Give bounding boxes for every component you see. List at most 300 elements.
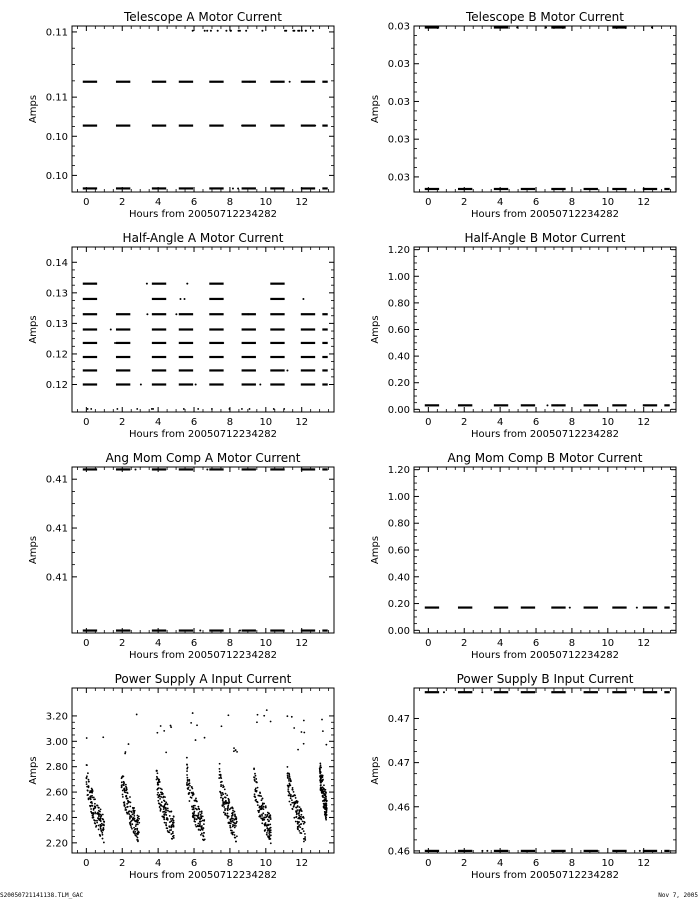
data-point <box>101 825 103 827</box>
data-point <box>283 408 285 410</box>
data-point <box>325 794 327 796</box>
y-tick-label: 2.40 <box>45 812 68 824</box>
data-point <box>323 807 325 809</box>
data-point <box>167 830 169 832</box>
data-point <box>165 810 167 812</box>
data-point <box>320 785 322 787</box>
data-point <box>304 836 306 838</box>
x-tick-label: 0 <box>83 417 90 428</box>
data-point <box>129 796 131 798</box>
data-point <box>124 792 126 794</box>
data-point <box>128 81 130 83</box>
data-point <box>219 763 221 765</box>
data-point <box>171 820 173 822</box>
y-tick-label: 0.13 <box>45 318 68 330</box>
data-point <box>103 821 105 823</box>
data-point <box>130 825 132 827</box>
data-point <box>159 798 161 800</box>
data-point <box>161 796 163 798</box>
data-point <box>158 778 160 780</box>
data-point <box>297 805 299 807</box>
data-point <box>156 732 158 734</box>
data-point <box>287 776 289 778</box>
data-point <box>179 329 181 331</box>
data-point <box>187 787 189 789</box>
data-point <box>172 824 174 826</box>
data-point <box>196 809 198 811</box>
data-point <box>284 30 286 32</box>
data-point <box>157 796 159 798</box>
data-point <box>319 763 321 765</box>
data-point <box>123 783 125 785</box>
data-point <box>127 806 129 808</box>
data-point <box>159 806 161 808</box>
data-point <box>203 819 205 821</box>
data-point <box>223 806 225 808</box>
data-point <box>133 815 135 817</box>
data-point <box>99 811 101 813</box>
plot-frame <box>72 26 334 192</box>
y-tick-label: 0.41 <box>45 474 68 486</box>
data-point <box>222 342 224 344</box>
x-axis-label: Hours from 20050712234282 <box>471 650 619 661</box>
data-point <box>160 808 162 810</box>
data-point <box>290 804 292 806</box>
data-point <box>224 814 226 816</box>
x-tick-label: 2 <box>461 197 468 208</box>
data-point <box>165 822 167 824</box>
x-tick-label: 0 <box>425 417 432 428</box>
data-point <box>94 822 96 824</box>
data-point <box>245 30 247 32</box>
data-point <box>201 811 203 813</box>
data-point <box>264 814 266 816</box>
data-point <box>253 767 255 769</box>
x-tick-label: 0 <box>83 638 90 649</box>
data-point <box>259 806 261 808</box>
data-point <box>199 825 201 827</box>
data-point <box>292 30 294 32</box>
data-point <box>189 789 191 791</box>
y-tick-label: 0.47 <box>387 758 410 770</box>
data-point <box>88 797 90 799</box>
data-point <box>220 784 222 786</box>
data-point <box>102 814 104 816</box>
data-point <box>241 125 243 127</box>
data-point <box>196 818 198 820</box>
data-point <box>221 725 223 727</box>
data-point <box>237 187 239 189</box>
data-point <box>325 789 327 791</box>
data-point <box>323 805 325 807</box>
data-point <box>302 298 304 300</box>
data-point <box>102 838 104 840</box>
data-point <box>292 787 294 789</box>
data-point <box>186 764 188 766</box>
data-point <box>128 802 130 804</box>
data-point <box>136 714 138 716</box>
data-point <box>545 27 547 29</box>
data-point <box>247 313 249 315</box>
data-point <box>230 823 232 825</box>
x-axis-label: Hours from 20050712234282 <box>471 209 619 220</box>
x-tick-label: 8 <box>226 638 234 649</box>
data-point <box>157 794 159 796</box>
data-point <box>199 630 201 632</box>
x-tick-label: 8 <box>568 858 576 869</box>
data-point <box>302 817 304 819</box>
data-point <box>191 806 193 808</box>
chart-panel-2 <box>28 231 334 440</box>
data-point <box>503 188 505 190</box>
data-point <box>239 30 241 32</box>
data-point <box>220 791 222 793</box>
data-point <box>160 725 162 727</box>
x-tick-label: 10 <box>601 858 615 869</box>
data-point <box>198 808 200 810</box>
data-point <box>296 813 298 815</box>
y-tick-label: 1.20 <box>387 465 410 477</box>
data-series <box>83 283 328 410</box>
data-point <box>132 819 134 821</box>
x-tick-label: 10 <box>259 417 273 428</box>
data-point <box>91 805 93 807</box>
data-point <box>203 823 205 825</box>
data-point <box>269 830 271 832</box>
data-point <box>163 796 165 798</box>
chart-title: Ang Mom Comp B Motor Current <box>447 451 643 465</box>
data-point <box>146 283 148 285</box>
data-point <box>166 817 168 819</box>
y-axis-label: Amps <box>28 535 39 565</box>
data-point <box>200 820 202 822</box>
data-point <box>86 737 88 739</box>
data-point <box>257 787 259 789</box>
data-point <box>263 817 265 819</box>
data-point <box>133 827 135 829</box>
data-point <box>241 408 243 410</box>
data-point <box>132 813 134 815</box>
x-tick-label: 4 <box>496 638 504 649</box>
data-series <box>83 30 328 190</box>
data-point <box>303 823 305 825</box>
x-tick-label: 10 <box>601 417 615 428</box>
data-point <box>322 730 324 732</box>
data-point <box>319 772 321 774</box>
data-point <box>298 830 300 832</box>
data-point <box>173 822 175 824</box>
data-point <box>190 722 192 724</box>
x-tick-label: 0 <box>425 858 432 869</box>
data-point <box>201 825 203 827</box>
data-point <box>133 807 135 809</box>
data-point <box>168 825 170 827</box>
data-point <box>194 805 196 807</box>
data-point <box>203 839 205 841</box>
data-point <box>161 801 163 803</box>
data-point <box>481 850 483 852</box>
data-point <box>249 408 251 410</box>
y-tick-label: 0.60 <box>387 325 410 336</box>
data-point <box>325 816 327 818</box>
data-point <box>129 815 131 817</box>
data-point <box>225 800 227 802</box>
data-point <box>231 812 233 814</box>
data-point <box>302 820 304 822</box>
x-tick-label: 2 <box>461 417 468 428</box>
data-point <box>134 829 136 831</box>
data-point <box>135 835 137 837</box>
y-tick-label: 0.03 <box>387 96 410 108</box>
data-point <box>86 764 88 766</box>
y-tick-label: 0.14 <box>45 257 68 269</box>
data-point <box>288 773 290 775</box>
data-point <box>262 812 264 814</box>
data-point <box>195 824 197 826</box>
data-point <box>291 799 293 801</box>
x-tick-label: 12 <box>637 417 651 428</box>
data-point <box>197 408 199 410</box>
data-point <box>161 805 163 807</box>
x-tick-label: 6 <box>190 638 198 649</box>
data-point <box>92 815 94 817</box>
data-point <box>326 800 328 802</box>
data-point <box>135 468 137 470</box>
data-point <box>136 822 138 824</box>
data-point <box>289 784 291 786</box>
data-point <box>206 30 208 32</box>
x-tick-label: 0 <box>425 197 432 208</box>
data-point <box>227 807 229 809</box>
data-point <box>569 607 571 609</box>
data-point <box>91 792 93 794</box>
data-point <box>133 832 135 834</box>
data-point <box>101 830 103 832</box>
data-point <box>232 187 234 189</box>
data-point <box>320 778 322 780</box>
x-axis-label: Hours from 20050712234282 <box>471 870 619 881</box>
data-point <box>167 810 169 812</box>
y-tick-label: 2.20 <box>45 838 68 850</box>
data-point <box>187 766 189 768</box>
data-point <box>220 794 222 796</box>
data-point <box>267 824 269 826</box>
data-point <box>224 796 226 798</box>
y-axis-label: Amps <box>28 94 39 124</box>
data-point <box>116 408 118 410</box>
data-point <box>295 821 297 823</box>
data-point <box>93 798 95 800</box>
x-tick-label: 4 <box>154 417 162 428</box>
data-point <box>223 786 225 788</box>
data-point <box>137 817 139 819</box>
data-point <box>195 384 197 386</box>
data-point <box>268 838 270 840</box>
data-point <box>91 797 93 799</box>
data-point <box>300 832 302 834</box>
x-tick-label: 4 <box>154 858 162 869</box>
data-point <box>186 757 188 759</box>
data-point <box>159 781 161 783</box>
data-point <box>170 826 172 828</box>
data-point <box>94 803 96 805</box>
y-tick-label: 0.40 <box>387 351 410 363</box>
data-point <box>88 779 90 781</box>
y-tick-label: 0.12 <box>45 380 68 391</box>
data-point <box>135 825 137 827</box>
data-point <box>135 821 137 823</box>
data-point <box>146 313 148 315</box>
data-point <box>165 824 167 826</box>
data-point <box>97 817 99 819</box>
y-axis-label: Amps <box>370 535 381 565</box>
data-point <box>261 798 263 800</box>
data-point <box>159 803 161 805</box>
data-point <box>137 833 139 835</box>
data-point <box>131 823 133 825</box>
x-tick-label: 4 <box>496 417 504 428</box>
y-tick-label: 0.11 <box>45 92 68 104</box>
data-point <box>303 732 305 734</box>
chart-title: Power Supply A Input Current <box>114 672 292 686</box>
y-tick-label: 0.00 <box>387 625 410 637</box>
data-point <box>167 803 169 805</box>
data-point <box>319 769 321 771</box>
data-point <box>94 805 96 807</box>
data-point <box>303 841 305 843</box>
data-point <box>314 125 316 127</box>
data-point <box>269 815 271 817</box>
data-point <box>165 802 167 804</box>
data-point <box>94 813 96 815</box>
data-point <box>110 329 112 331</box>
data-point <box>229 819 231 821</box>
data-point <box>202 815 204 817</box>
data-point <box>267 819 269 821</box>
footer-right-text: Nov 7, 2005 <box>658 892 698 899</box>
x-tick-label: 4 <box>496 197 504 208</box>
data-point <box>325 811 327 813</box>
x-tick-label: 12 <box>637 197 651 208</box>
data-point <box>125 809 127 811</box>
data-point <box>270 827 272 829</box>
data-point <box>126 789 128 791</box>
data-point <box>133 817 135 819</box>
data-series <box>425 607 670 609</box>
data-point <box>151 408 153 410</box>
data-point <box>261 799 263 801</box>
data-point <box>228 800 230 802</box>
data-point <box>96 813 98 815</box>
data-point <box>158 787 160 789</box>
x-tick-label: 4 <box>154 197 162 208</box>
data-point <box>235 819 237 821</box>
data-point <box>303 720 305 722</box>
data-point <box>256 721 258 723</box>
x-tick-label: 2 <box>461 858 468 869</box>
data-point <box>159 794 161 796</box>
data-point <box>326 814 328 816</box>
data-point <box>320 782 322 784</box>
data-point <box>126 798 128 800</box>
data-series <box>86 709 328 844</box>
data-point <box>186 782 188 784</box>
data-point <box>197 815 199 817</box>
data-point <box>290 779 292 781</box>
x-tick-label: 6 <box>190 197 198 208</box>
data-point <box>556 404 558 406</box>
data-point <box>290 796 292 798</box>
data-point <box>301 30 303 32</box>
data-point <box>263 715 265 717</box>
data-point <box>122 794 124 796</box>
data-point <box>201 833 203 835</box>
data-point <box>98 807 100 809</box>
y-tick-label: 0.40 <box>387 572 410 584</box>
data-point <box>254 795 256 797</box>
data-point <box>288 778 290 780</box>
data-point <box>234 811 236 813</box>
data-point <box>269 823 271 825</box>
data-point <box>89 796 91 798</box>
data-point <box>125 751 127 753</box>
data-point <box>164 805 166 807</box>
data-point <box>156 776 158 778</box>
data-point <box>121 781 123 783</box>
data-point <box>125 784 127 786</box>
x-tick-label: 6 <box>532 638 540 649</box>
data-point <box>133 813 135 815</box>
x-tick-label: 10 <box>259 858 273 869</box>
data-point <box>198 812 200 814</box>
data-point <box>256 801 258 803</box>
data-point <box>206 468 208 470</box>
data-point <box>293 805 295 807</box>
y-tick-label: 0.41 <box>45 523 68 535</box>
data-series <box>425 691 670 852</box>
data-point <box>156 770 158 772</box>
data-point <box>137 823 139 825</box>
data-point <box>160 792 162 794</box>
data-point <box>87 789 89 791</box>
footer-left-text: S20050721141138.TLM_GAC <box>0 892 84 899</box>
data-point <box>268 813 270 815</box>
data-point <box>270 818 272 820</box>
data-point <box>323 793 325 795</box>
y-tick-label: 1.00 <box>387 491 410 503</box>
data-point <box>249 81 251 83</box>
data-point <box>219 771 221 773</box>
data-point <box>192 815 194 817</box>
data-point <box>227 714 229 716</box>
chart-title: Ang Mom Comp A Motor Current <box>105 451 301 465</box>
data-point <box>163 799 165 801</box>
data-point <box>293 727 295 729</box>
data-point <box>211 408 213 410</box>
data-point <box>86 775 88 777</box>
data-point <box>256 790 258 792</box>
data-point <box>97 805 99 807</box>
y-tick-label: 0.80 <box>387 298 410 310</box>
data-point <box>221 804 223 806</box>
data-point <box>266 832 268 834</box>
data-point <box>266 827 268 829</box>
x-axis-label: Hours from 20050712234282 <box>471 429 619 440</box>
data-point <box>289 81 291 83</box>
data-point <box>103 828 105 830</box>
data-point <box>232 810 234 812</box>
data-point <box>287 788 289 790</box>
